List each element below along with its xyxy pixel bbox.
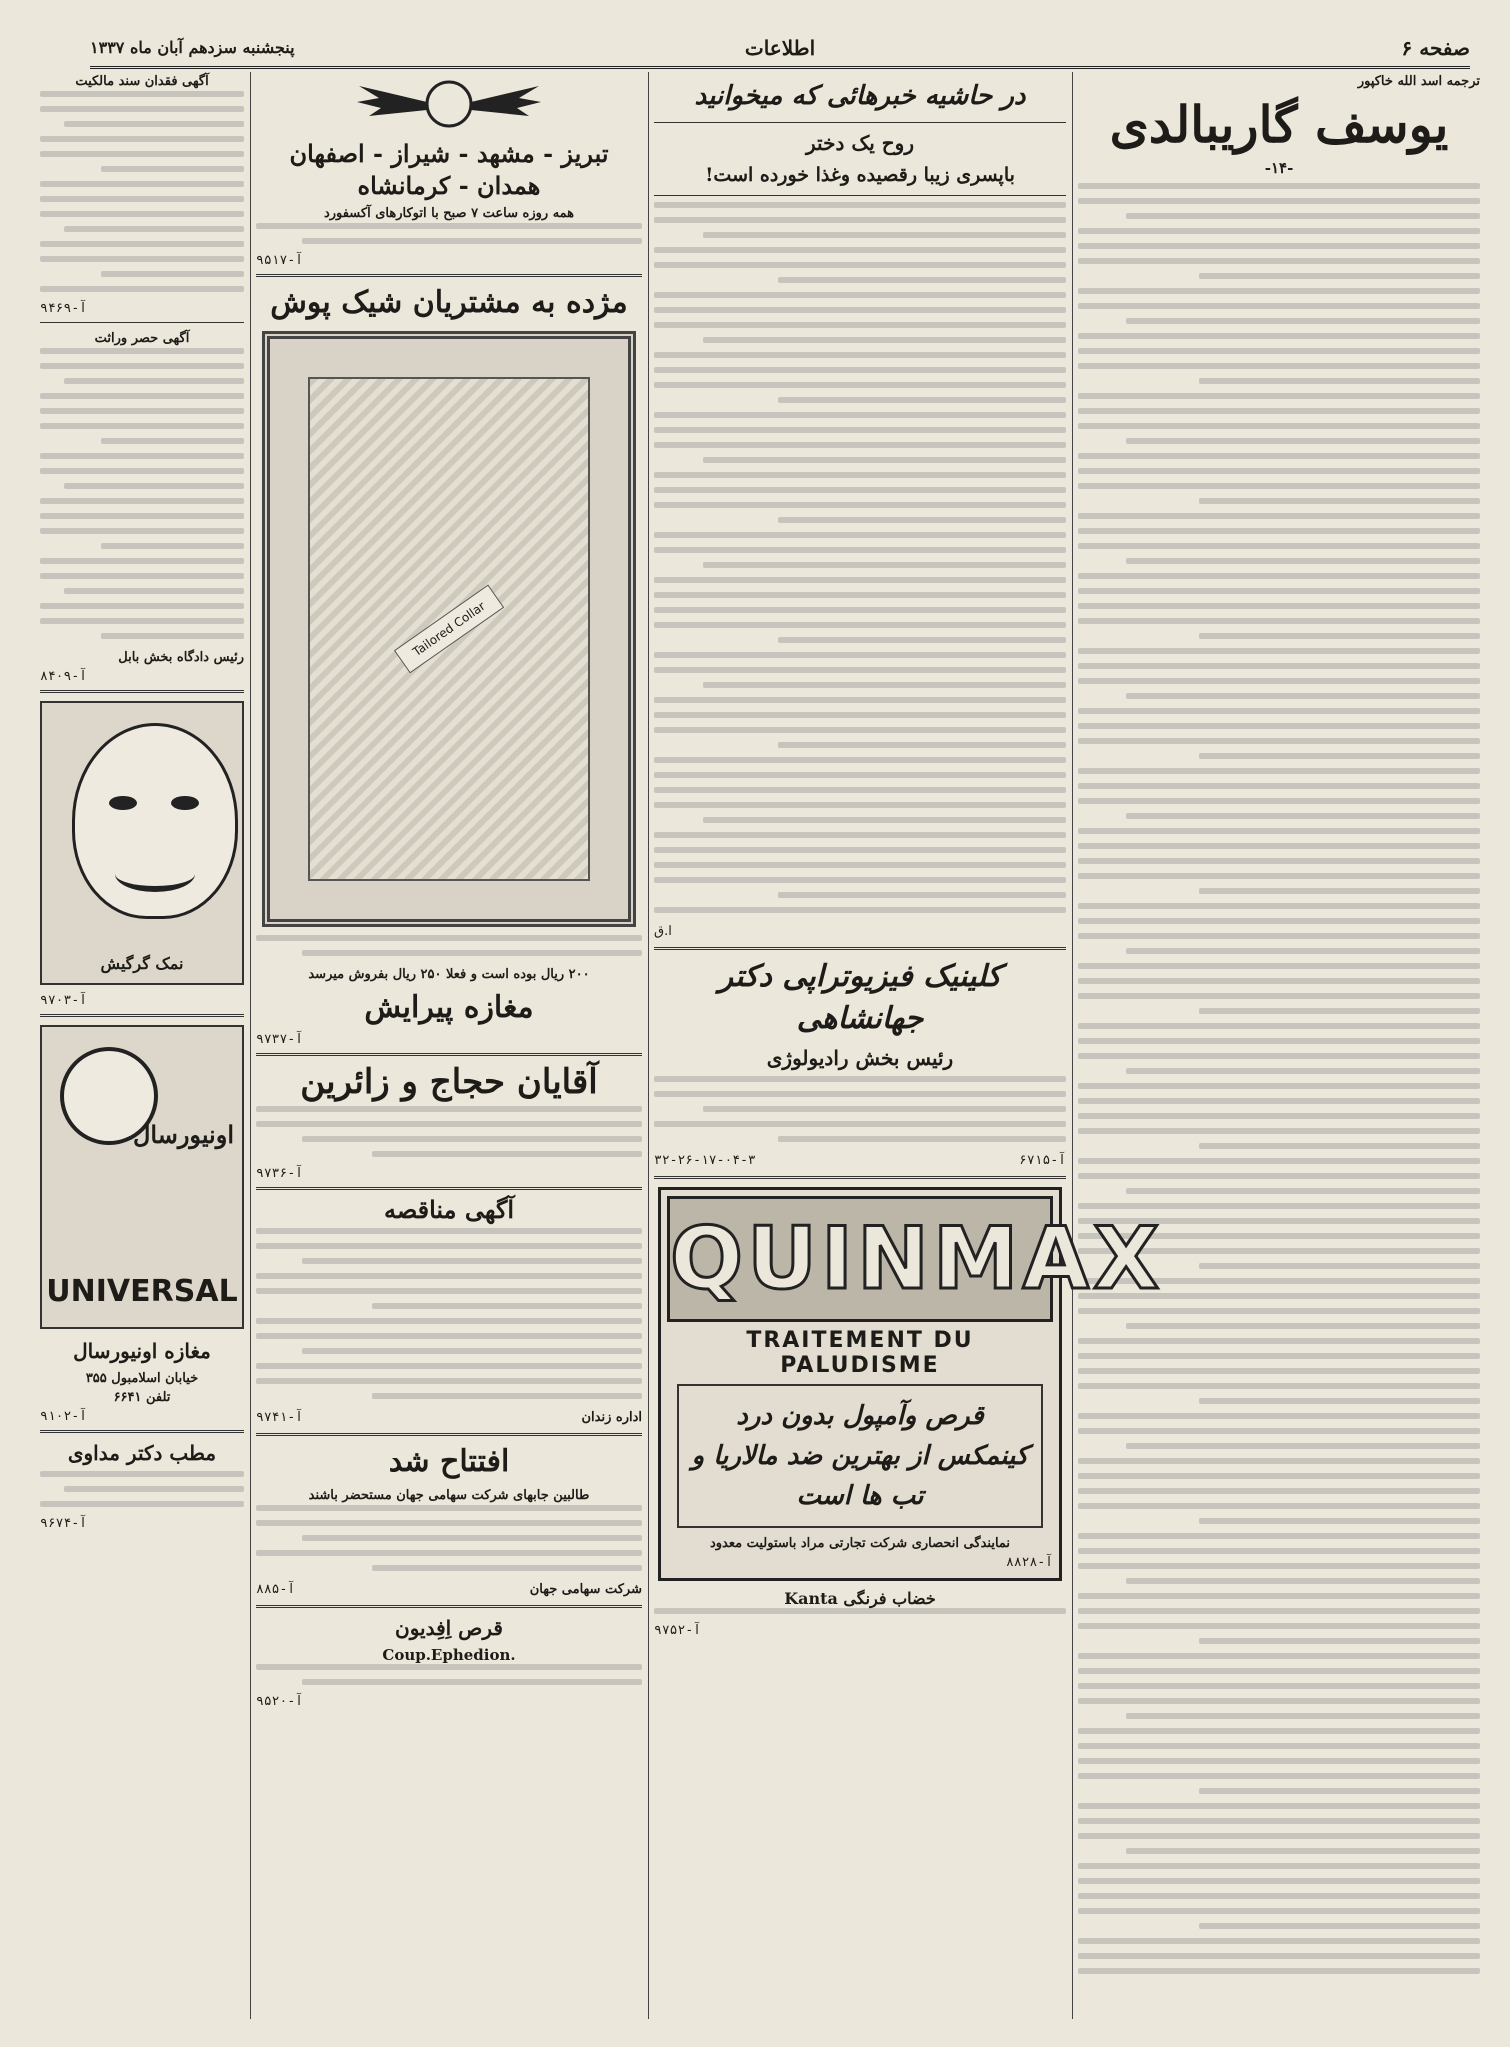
clinic-title: کلینیک فیزیوتراپی دکتر جهانشاهی (718, 959, 1002, 1036)
flight-note: همه روزه ساعت ۷ صبح با اتوکارهای آکسفورد (323, 206, 575, 221)
doctor-title: مطب دکتر مداوی (67, 1441, 217, 1465)
store-title: مغازه اونیورسال (73, 1339, 211, 1363)
opened-subtitle: طالبین جابهای شرکت سهامی جهان مستحضر باشند (308, 1488, 590, 1503)
clinic-phone: ۳۲-۲۶-۱۷-۰۴-۳ (654, 1153, 756, 1168)
hajj-code: آ-۹۷۳۶ (256, 1166, 303, 1181)
serial-column (1078, 72, 1480, 2019)
clinic-code: آ-۶۷۱۵ (1019, 1153, 1066, 1168)
coup-latin: Coup.Ephedion. (382, 1646, 516, 1664)
heirs-code: آ-۸۴۰۹ (40, 669, 87, 684)
opened-title: افتتاح شد (388, 1444, 510, 1479)
flight-cities: تبریز - مشهد - شیراز - اصفهان (289, 139, 609, 168)
tender-footer (256, 1408, 642, 1427)
shop-code: آ-۹۷۳۷ (256, 1032, 303, 1047)
ads-column (256, 72, 642, 2019)
shirt-tag: Tailored Collar (394, 585, 504, 674)
hajj-title: آقایان حجاج و زائرین (300, 1062, 598, 1102)
universal-brand: UNIVERSAL (46, 1274, 238, 1309)
store-code: آ-۹۱۰۲ (40, 1409, 87, 1424)
tender-title: آگهی مناقصه (383, 1195, 515, 1224)
translator-credit: ترجمه اسد الله خاکپور (1357, 74, 1480, 89)
store-address: خیابان اسلامبول ۳۵۵ (85, 1371, 199, 1386)
shop-name: مغازه پیرایش (364, 990, 534, 1025)
serial-episode: -۱۴- (1264, 159, 1294, 177)
shirt-price: ۲۰۰ ریال بوده است و فعلا ۲۵۰ ریال بفروش میرسد (308, 967, 590, 982)
doctor-code: آ-۹۶۷۴ (40, 1516, 87, 1531)
section-title: در حاشیه خبرهائی که میخوانید (694, 81, 1026, 111)
news-signoff: ا.ق (654, 924, 672, 939)
quinmax-ad (658, 1187, 1164, 1581)
subheadline: باپسری زیبا رقصیده وغذا خورده است! (705, 164, 1015, 186)
issue-date: پنجشنبه سزدهم آبان ماه ۱۳۳۷ (90, 38, 295, 57)
column-rule (1072, 72, 1073, 2019)
clinic-body (654, 1076, 1066, 1142)
lost-deed-code: آ-۹۴۶۹ (40, 301, 87, 316)
tender-signer: اداره زندان (581, 1410, 642, 1425)
store-phone: تلفن ۶۶۴۱ (113, 1390, 171, 1405)
opened-code: آ-۸۸۵ (256, 1582, 296, 1597)
paper-name: اطلاعات (744, 36, 816, 60)
masthead (90, 30, 1470, 69)
shirt-headline: مژده به مشتریان شیک پوش (270, 285, 628, 320)
heirs-title: آگهی حصر وراثت (94, 331, 190, 346)
coup-title: قرص اِفِدیون (395, 1616, 503, 1640)
kanta-title: خضاب فرنگی Kanta (784, 1589, 936, 1608)
face-illustration (72, 723, 238, 919)
page-number: صفحه ۶ (1401, 36, 1470, 60)
salt-caption: نمک گرگیش (100, 954, 184, 973)
quinmax-agency: نمایندگی انحصاری شرکت تجارتی مراد باستوليت معدود (709, 1536, 1011, 1551)
column-rule (648, 72, 649, 2019)
clinic-subtitle: رئیس بخش رادیولوژی (766, 1046, 954, 1070)
quinmax-code: آ-۸۸۲۸ (1006, 1555, 1053, 1570)
headline: روح یک دختر (806, 131, 914, 155)
opened-company: شرکت سهامی جهان (529, 1582, 642, 1597)
coup-code: آ-۹۵۲۰ (256, 1694, 303, 1709)
shirt-illustration (308, 377, 590, 881)
opened-footer (256, 1580, 642, 1599)
tender-code: آ-۹۷۴۱ (256, 1410, 303, 1425)
serial-body (1078, 183, 1480, 1974)
shirt-ad-frame (262, 331, 636, 927)
wing-icon (349, 72, 549, 132)
quinmax-logo: QUINMAX (667, 1196, 1053, 1322)
heirs-signer: رئیس دادگاه بخش بابل (118, 650, 244, 665)
notices-column (40, 72, 244, 2019)
news-body (654, 202, 1066, 913)
column-rule (250, 72, 251, 2019)
serial-title: یوسف گاریبالدی (1109, 95, 1449, 154)
salt-code: آ-۹۷۰۳ (40, 993, 87, 1008)
clinic-footer (654, 1151, 1066, 1170)
flight-code: آ-۹۵۱۷ (256, 253, 303, 268)
lost-deed-title: آگهی فقدان سند مالکیت (75, 74, 209, 89)
universal-fa: اونیورسال (132, 1120, 234, 1149)
universal-ad (40, 1025, 244, 1329)
salt-ad-portrait (40, 701, 244, 985)
news-column (654, 72, 1164, 2019)
kanta-code: آ-۹۷۵۲ (654, 1623, 701, 1638)
flight-cities-2: همدان - کرمانشاه (357, 171, 541, 200)
quinmax-subtitle: TRAITEMENT DU PALUDISME (746, 1328, 974, 1378)
airline-wing-logo (256, 72, 642, 136)
quinmax-slogan: قرص وآمپول بدون درد کینمکس از بهترین ضد مالاریا و تب ها است (677, 1384, 1043, 1528)
